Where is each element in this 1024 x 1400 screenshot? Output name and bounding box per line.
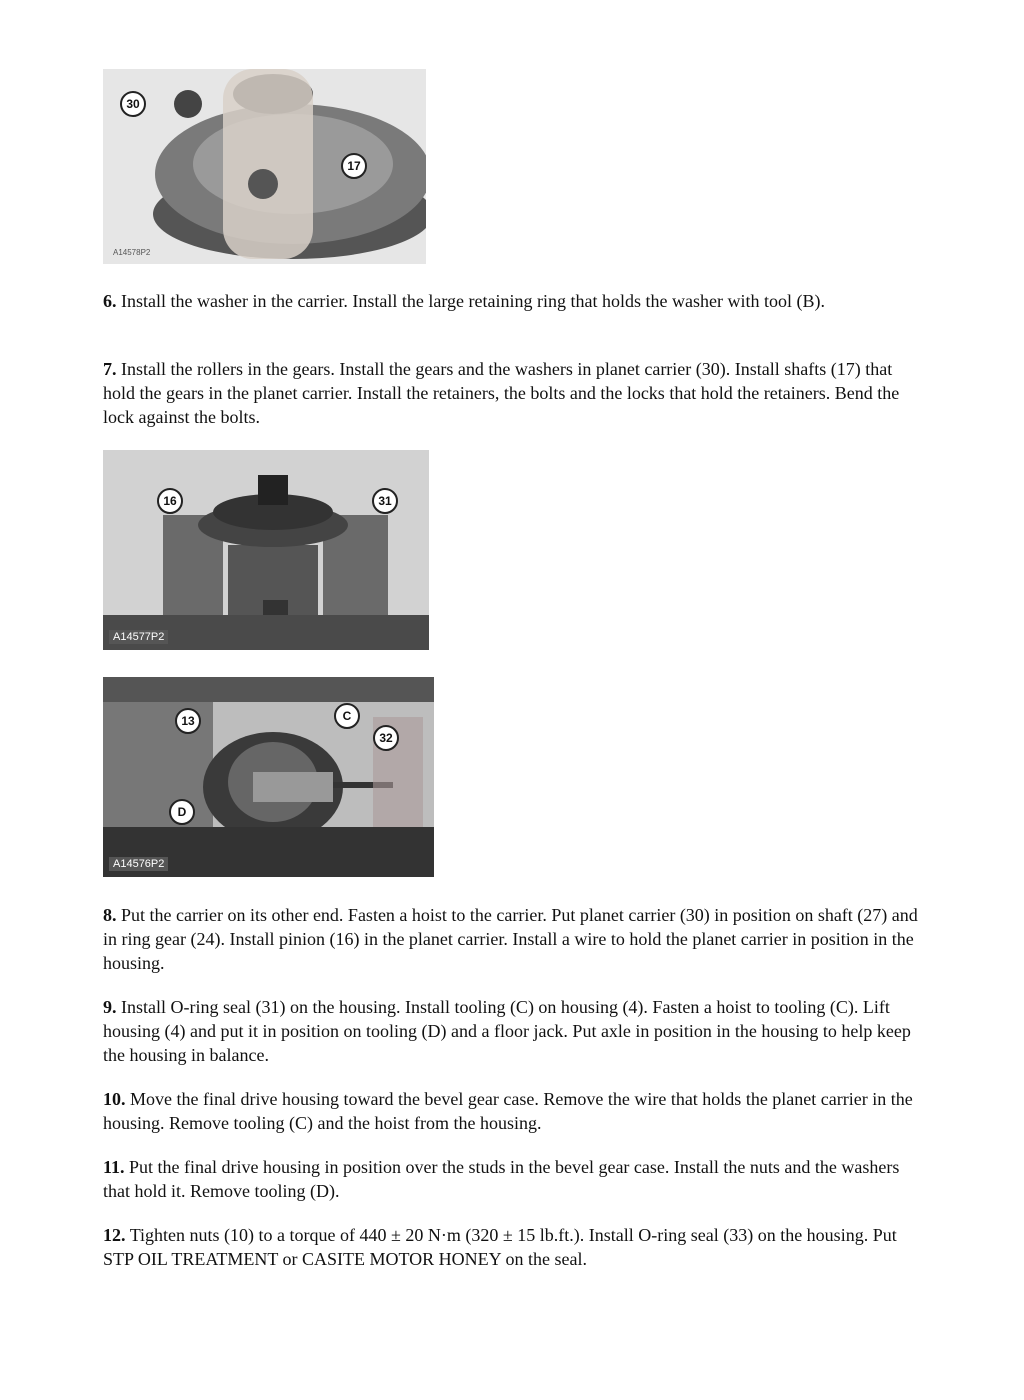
figure-code: A14576P2 xyxy=(109,857,168,871)
callout-D: D xyxy=(169,799,195,825)
callout-13: 13 xyxy=(175,708,201,734)
step-8 xyxy=(103,903,923,975)
figure-code: A14577P2 xyxy=(109,630,168,644)
housing-photo xyxy=(103,677,434,877)
step-text: Install O-ring seal (31) on the housing. Install tooling (C) on housing (4). Fasten a hoist to tooling (C). Lift housing (4) and put it in position on tooling (D) and a floor jack. Put axle in position in the housing to help keep the housing in balance. xyxy=(103,997,911,1065)
step-12 xyxy=(103,1223,923,1271)
step-6 xyxy=(103,289,923,313)
step-number: 9. xyxy=(103,997,117,1017)
figure-housing-install xyxy=(103,677,434,877)
step-text: Tighten nuts (10) to a torque of 440 ± 20 N·m (320 ± 15 lb.ft.). Install O-ring seal (33) on the housing. Put STP OIL TREATMENT or CASITE MOTOR HONEY on the seal. xyxy=(103,1225,897,1269)
callout-16: 16 xyxy=(157,488,183,514)
planet-carrier-photo xyxy=(103,69,426,264)
callout-17: 17 xyxy=(341,153,367,179)
callout-32: 32 xyxy=(373,725,399,751)
step-number: 6. xyxy=(103,291,117,311)
figure-planet-carrier xyxy=(103,69,426,264)
step-11 xyxy=(103,1155,923,1203)
step-number: 8. xyxy=(103,905,117,925)
step-text: Install the washer in the carrier. Install the large retaining ring that holds the washer with tool (B). xyxy=(121,291,825,311)
figure-code: A14578P2 xyxy=(113,248,151,257)
callout-30: 30 xyxy=(120,91,146,117)
step-text: Put the carrier on its other end. Fasten a hoist to the carrier. Put planet carrier (30) in position on shaft (27) and in ring gear (24). Install pinion (16) in the planet carrier. Install a wire to hold the planet carrier in position in the housing. xyxy=(103,905,918,973)
pinion-photo xyxy=(103,450,429,650)
step-number: 12. xyxy=(103,1225,126,1245)
figure-pinion-install xyxy=(103,450,429,650)
step-7 xyxy=(103,357,923,429)
step-text: Install the rollers in the gears. Install the gears and the washers in planet carrier (30). Install shafts (17) that hold the gears in the planet carrier. Install the retainers, the bolts and the locks that hold the retainers. Bend the lock against the bolts. xyxy=(103,359,900,427)
step-text: Move the final drive housing toward the bevel gear case. Remove the wire that holds the planet carrier in the housing. Remove tooling (C) and the hoist from the housing. xyxy=(103,1089,913,1133)
step-number: 11. xyxy=(103,1157,125,1177)
step-10 xyxy=(103,1087,923,1135)
callout-31: 31 xyxy=(372,488,398,514)
callout-C: C xyxy=(334,703,360,729)
step-text: Put the final drive housing in position over the studs in the bevel gear case. Install the nuts and the washers that hold it. Remove tooling (D). xyxy=(103,1157,900,1201)
step-number: 7. xyxy=(103,359,117,379)
step-number: 10. xyxy=(103,1089,126,1109)
step-9 xyxy=(103,995,923,1067)
